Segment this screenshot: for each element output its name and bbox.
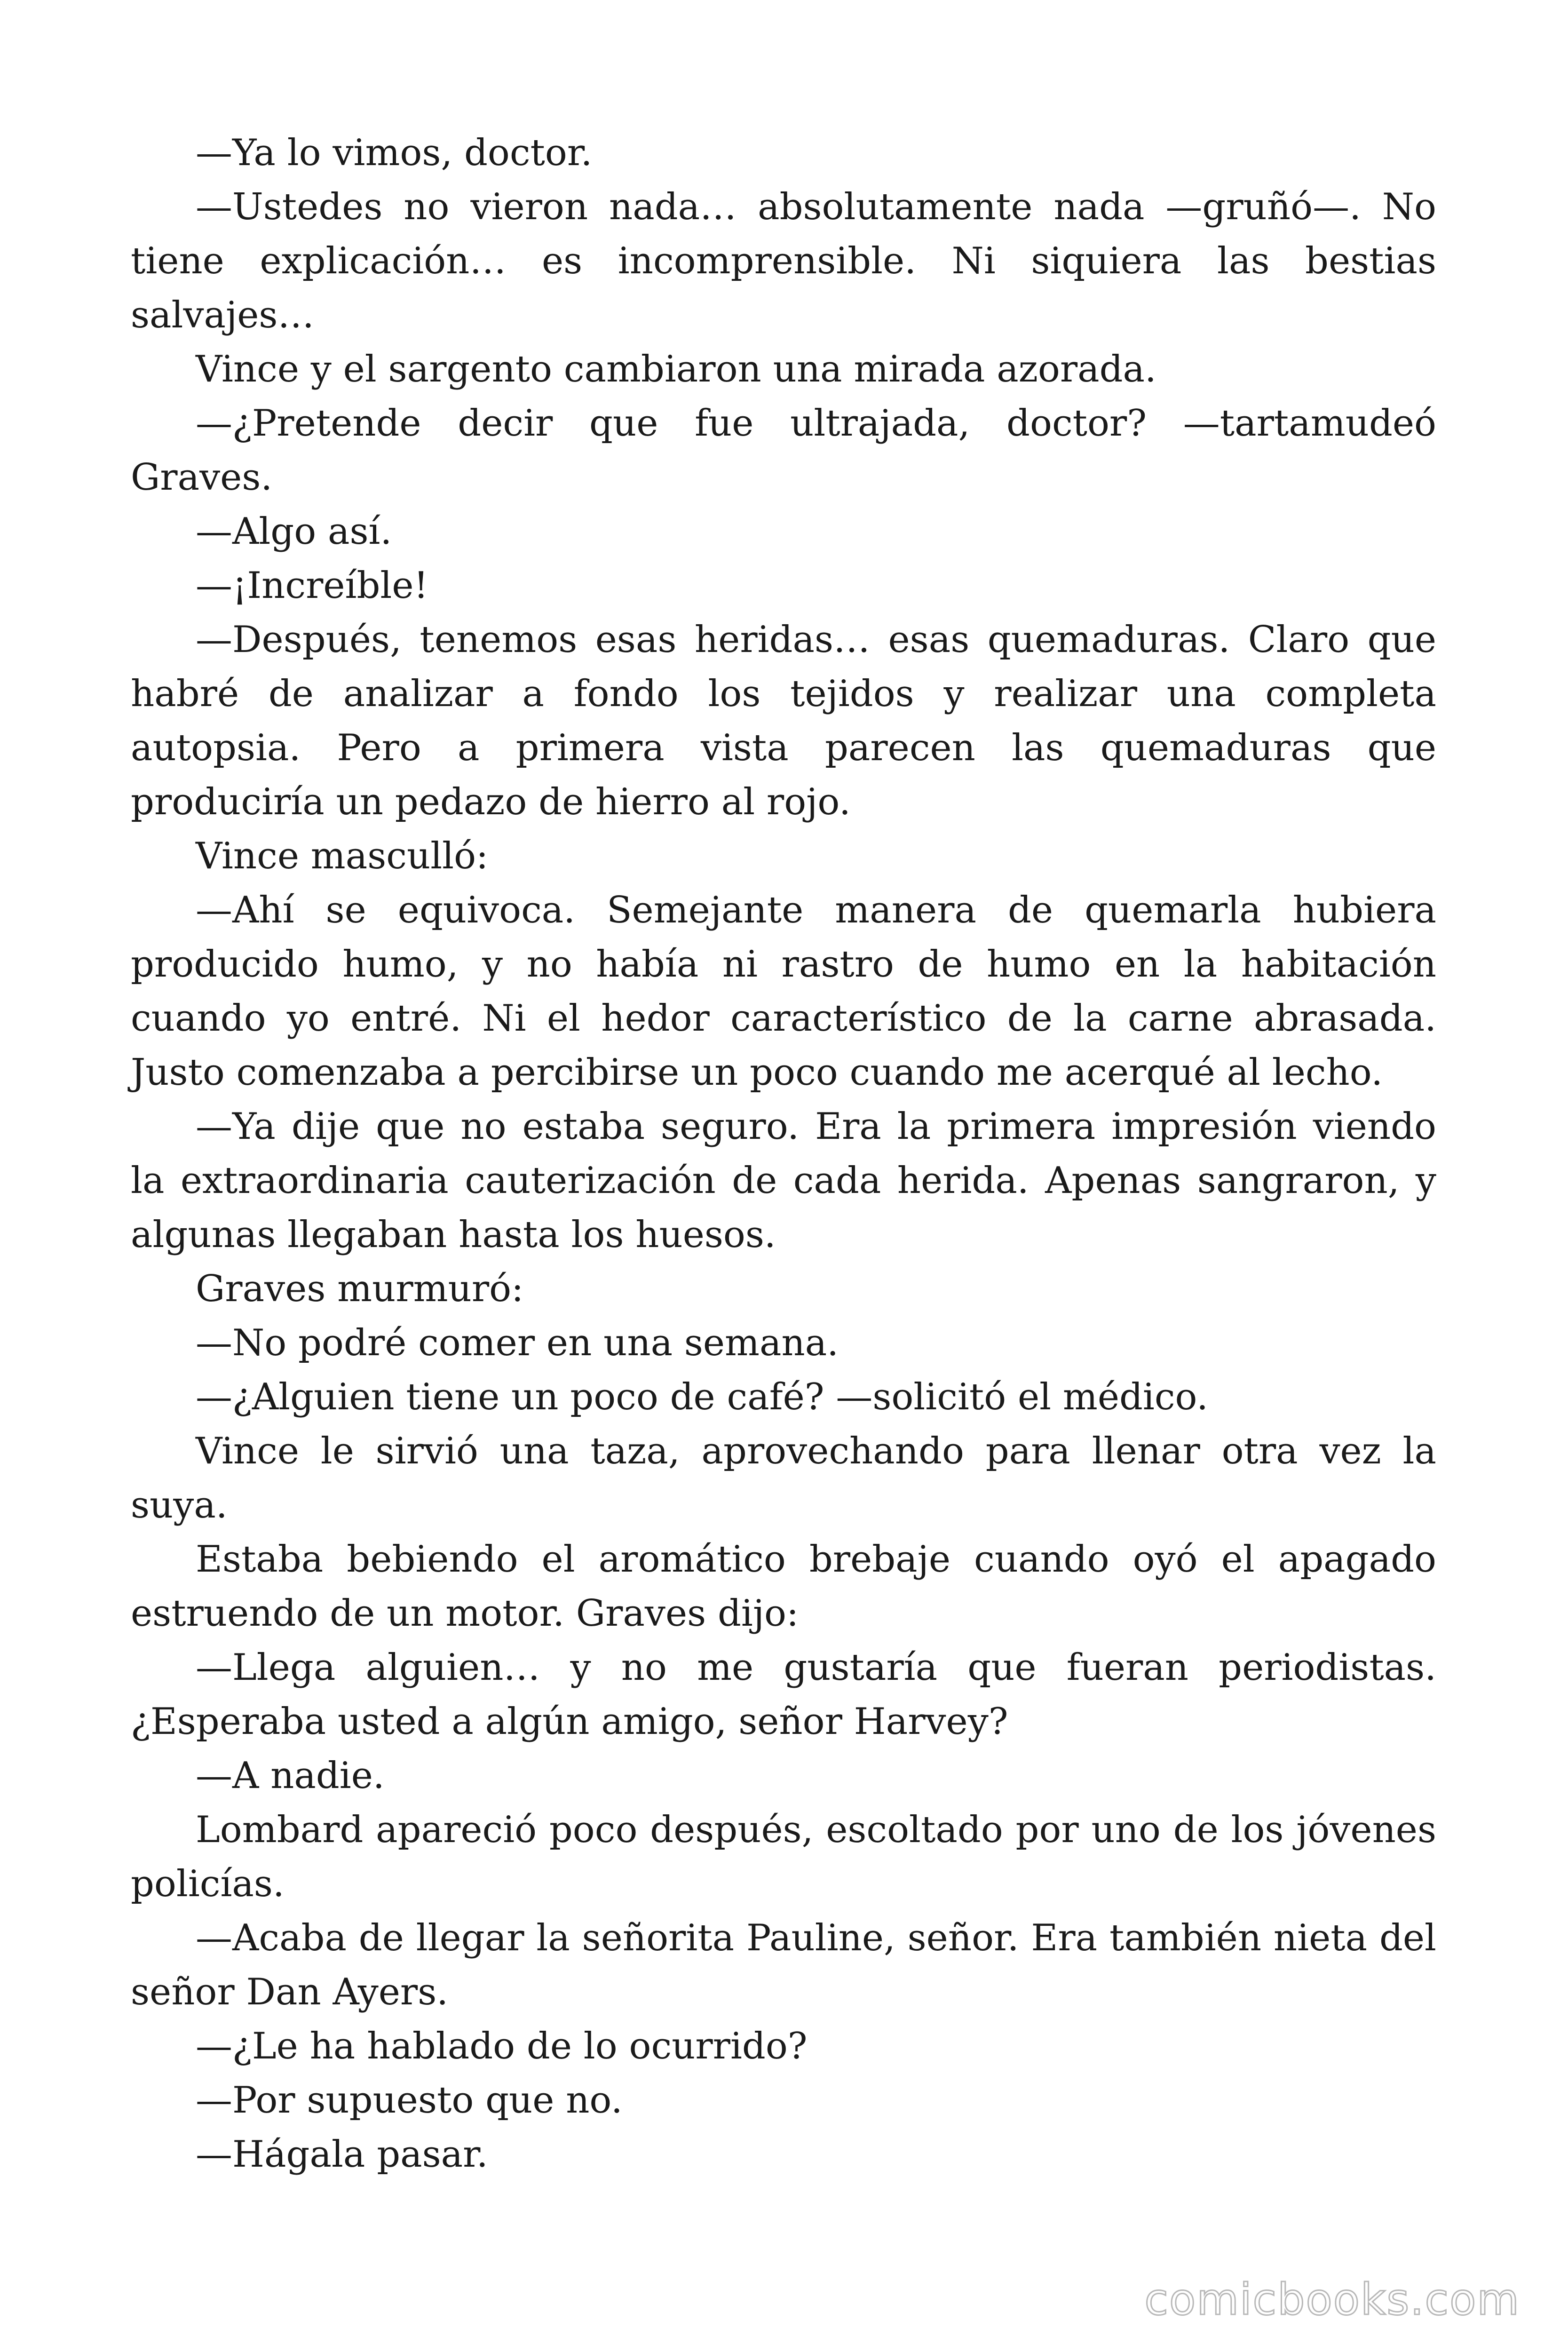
paragraph: Estaba bebiendo el aromático brebaje cuando oyó el apagado estruendo de un motor. Graves dijo: (131, 1538, 1436, 1635)
paragraph: —Llega alguien… y no me gustaría que fueran periodistas. ¿Esperaba usted a algún amigo, señor Harvey? (131, 1646, 1436, 1743)
paragraph: —Ustedes no vieron nada… absolutamente nada —gruñó—. No tiene explicación… es incomprensible. Ni siquiera las bestias salvajes… (131, 186, 1436, 336)
paragraph: —Ya dije que no estaba seguro. Era la primera impresión viendo la extraordinaria cauterización de cada herida. Apenas sangraron, y algunas llegaban hasta los huesos. (131, 1105, 1436, 1256)
paragraph: Vince le sirvió una taza, aprovechando para llenar otra vez la suya. (131, 1430, 1436, 1526)
paragraph: Vince y el sargento cambiaron una mirada azorada. (196, 348, 1156, 390)
watermark: comicbooks.com (1144, 2274, 1520, 2325)
paragraph: Graves murmuró: (196, 1268, 524, 1310)
paragraph: —A nadie. (196, 1755, 385, 1797)
paragraph: —Por supuesto que no. (196, 2079, 623, 2122)
paragraph: Vince masculló: (196, 835, 489, 877)
body-text (131, 126, 1436, 2182)
paragraph: —¿Pretende decir que fue ultrajada, doctor? —tartamudeó Graves. (131, 402, 1436, 499)
paragraph: —Acaba de llegar la señorita Pauline, señor. Era también nieta del señor Dan Ayers. (131, 1917, 1436, 2013)
paragraph: —Después, tenemos esas heridas… esas quemaduras. Claro que habré de analizar a fondo los tejidos y realizar una completa autopsia. Pero a primera vista parecen las quemaduras que produciría un pedazo de hierro al rojo. (131, 619, 1436, 823)
paragraph: —Ya lo vimos, doctor. (196, 132, 593, 174)
paragraph: —Ahí se equivoca. Semejante manera de quemarla hubiera producido humo, y no había ni rastro de humo en la habitación cuando yo entré. Ni el hedor característico de la carne abrasada. Justo comenzaba a percibirse un poco cuando me acerqué al lecho. (131, 889, 1436, 1094)
paragraph: —¿Alguien tiene un poco de café? —solicitó el médico. (196, 1376, 1208, 1418)
paragraph: Lombard apareció poco después, escoltado por uno de los jóvenes policías. (131, 1809, 1436, 1905)
paragraph: —No podré comer en una semana. (196, 1322, 839, 1364)
paragraph: —Algo así. (196, 510, 392, 553)
paragraph: —Hágala pasar. (196, 2133, 488, 2176)
paragraph: —¡Increíble! (196, 564, 428, 607)
paragraph: —¿Le ha hablado de lo ocurrido? (196, 2025, 808, 2067)
